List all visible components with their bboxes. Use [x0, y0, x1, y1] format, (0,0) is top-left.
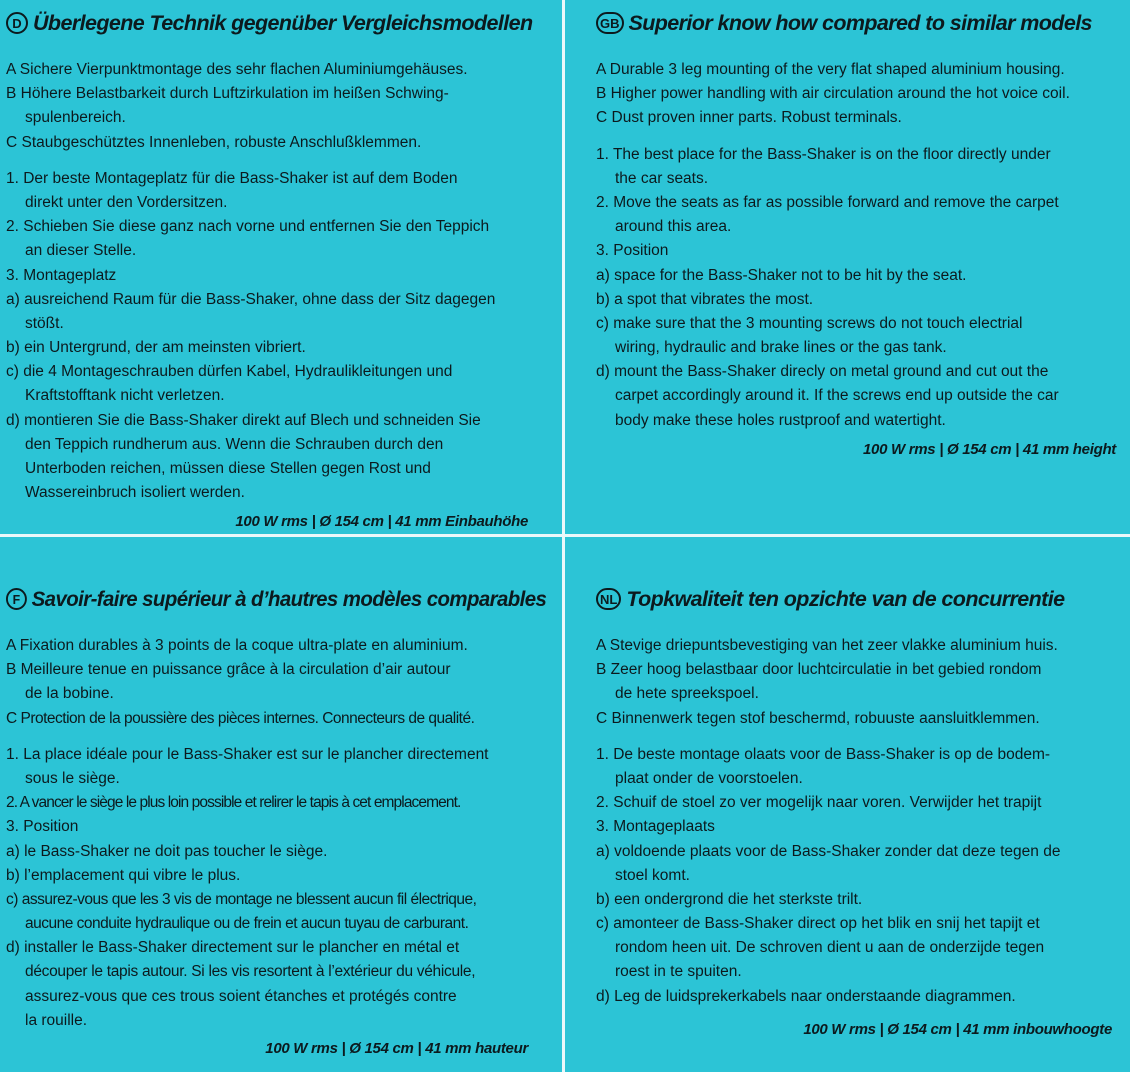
- feature-line: B Higher power handling with air circulation around the hot voice coil.: [596, 85, 1070, 103]
- instruction-line: 3. Montageplaats: [596, 818, 715, 836]
- feature-list: [596, 634, 1126, 1009]
- instruction-line: a) voldoende plaats voor de Bass-Shaker zonder dat deze tegen de: [596, 842, 1061, 860]
- instruction-line: c) die 4 Montageschrauben dürfen Kabel, Hydraulikleitungen und: [6, 363, 453, 381]
- section-english: [596, 8, 1126, 458]
- instruction-line: a) space for the Bass-Shaker not to be hit by the seat.: [596, 266, 967, 284]
- feature-line: A Stevige driepuntsbevestiging van het zeer vlakke aluminium huis.: [596, 637, 1058, 654]
- instruction-line: 1. Der beste Montageplatz für die Bass-Shaker ist auf dem Boden: [6, 169, 458, 187]
- instruction-line: d) installer le Bass-Shaker directement sur le plancher en métal et: [6, 939, 460, 957]
- instruction-line: 1. The best place for the Bass-Shaker is on the floor directly under: [596, 145, 1051, 163]
- feature-line: de la bobine.: [25, 685, 114, 703]
- instruction-line: 3. Montageplatz: [6, 266, 117, 284]
- feature-line: spulenbereich.: [25, 109, 126, 127]
- feature-line: A Fixation durables à 3 points de la coque ultra-plate en aluminium.: [6, 637, 468, 654]
- instruction-line: 2. A vancer le siège le plus loin possible et relirer le tapis à cet emplacement.: [6, 794, 461, 812]
- instruction-line: roest in te spuiten.: [615, 963, 742, 981]
- instruction-line: wiring, hydraulic and brake lines or the gas tank.: [615, 339, 947, 357]
- instruction-line: 2. Schieben Sie diese ganz nach vorne und entfernen Sie den Teppich: [6, 218, 490, 236]
- instruction-line: a) ausreichend Raum für die Bass-Shaker, ohne dass der Sitz dagegen: [6, 290, 496, 308]
- feature-line: C Binnenwerk tegen stof beschermd, robuuste aansluitklemmen.: [596, 709, 1040, 727]
- instruction-line: stößt.: [25, 314, 64, 332]
- spec-line: 100 W rms | Ø 154 cm | 41 mm Einbauhöhe: [235, 513, 528, 531]
- country-badge-nl: NL: [596, 588, 621, 610]
- instruction-line: 1. De beste montage olaats voor de Bass-Shaker is op de bodem-: [596, 745, 1051, 763]
- feature-list: [6, 58, 546, 505]
- instruction-line: den Teppich rundherum aus. Wenn die Schrauben durch den: [25, 435, 444, 453]
- country-badge-f: F: [6, 588, 27, 610]
- section-title: Superior know how compared to similar models: [628, 10, 1092, 35]
- section-heading: [6, 8, 546, 38]
- feature-line: B Zeer hoog belastbaar door luchtcirculatie in bet gebied rondom: [596, 661, 1042, 679]
- instruction-line: b) een ondergrond die het sterkste trilt.: [596, 890, 863, 908]
- instruction-line: direkt unter den Vordersitzen.: [25, 193, 228, 211]
- instruction-line: Wassereinbruch isoliert werden.: [25, 484, 245, 502]
- instruction-line: stoel komt.: [615, 866, 690, 884]
- section-title: Topkwaliteit ten opzichte van de concurrentie: [626, 586, 1065, 611]
- instruction-line: 2. Schuif de stoel zo ver mogelijk naar voren. Verwijder het trapijt: [596, 794, 1042, 812]
- horizontal-divider: [0, 534, 1130, 537]
- spec-line: 100 W rms | Ø 154 cm | 41 mm inbouwhoogte: [803, 1020, 1112, 1038]
- section-heading: [6, 584, 547, 614]
- instruction-line: around this area.: [615, 218, 732, 236]
- instruction-line: an dieser Stelle.: [25, 242, 137, 260]
- instruction-line: c) make sure that the 3 mounting screws do not touch electrial: [596, 314, 1023, 332]
- feature-line: A Sichere Vierpunktmontage des sehr flachen Aluminiumgehäuses.: [6, 61, 468, 78]
- instruction-line: c) assurez-vous que les 3 vis de montage ne blessent aucun fil électrique,: [6, 890, 477, 908]
- instruction-line: b) ein Untergrund, der am meinsten vibriert.: [6, 339, 306, 357]
- feature-line: C Dust proven inner parts. Robust terminals.: [596, 109, 902, 127]
- instruction-line: 1. La place idéale pour le Bass-Shaker est sur le plancher directement: [6, 745, 489, 763]
- instruction-line: 3. Position: [596, 242, 669, 260]
- section-french: [6, 584, 546, 1057]
- feature-line: B Meilleure tenue en puissance grâce à la circulation d’air autour: [6, 661, 451, 679]
- instruction-line: b) a spot that vibrates the most.: [596, 290, 814, 308]
- instruction-line: body make these holes rustproof and watertight.: [615, 411, 946, 429]
- section-title: Savoir-faire supérieur à d’hautres modèles comparables: [31, 586, 547, 611]
- instruction-line: plaat onder de voorstoelen.: [615, 769, 803, 787]
- section-dutch: [596, 584, 1126, 1038]
- instruction-line: b) l’emplacement qui vibre le plus.: [6, 866, 241, 884]
- instruction-line: sous le siège.: [25, 769, 120, 787]
- instruction-line: 3. Position: [6, 818, 79, 836]
- instruction-line: découper le tapis autour. Si les vis resortent à l’extérieur du véhicule,: [25, 963, 476, 981]
- country-badge-gb: GB: [596, 12, 624, 34]
- feature-line: A Durable 3 leg mounting of the very flat shaped aluminium housing.: [596, 61, 1065, 78]
- instruction-line: assurez-vous que ces trous soient étanches et protégés contre: [25, 987, 457, 1005]
- instruction-line: rondom heen uit. De schroven dient u aan de onderzijde tegen: [615, 939, 1045, 957]
- instruction-line: aucune conduite hydraulique ou de frein et aucun tuyau de carburant.: [25, 915, 469, 933]
- section-heading: [596, 584, 1126, 614]
- spec-line: 100 W rms | Ø 154 cm | 41 mm hauteur: [265, 1040, 528, 1057]
- instruction-line: the car seats.: [615, 169, 709, 187]
- instruction-line: 2. Move the seats as far as possible forward and remove the carpet: [596, 193, 1059, 211]
- feature-list: [596, 58, 1126, 433]
- instruction-line: c) amonteer de Bass-Shaker direct op het blik en snij het tapijt et: [596, 915, 1040, 933]
- feature-line: B Höhere Belastbarkeit durch Luftzirkulation im heißen Schwing-: [6, 85, 449, 103]
- section-title: Überlegene Technik gegenüber Vergleichsmodellen: [33, 10, 533, 35]
- instruction-line: Kraftstofftank nicht verletzen.: [25, 387, 225, 405]
- country-badge-d: D: [6, 12, 28, 34]
- instruction-line: la rouille.: [25, 1011, 88, 1029]
- instruction-line: carpet accordingly around it. If the screws end up outside the car: [615, 387, 1059, 405]
- instruction-line: Unterboden reichen, müssen diese Stellen gegen Rost und: [25, 460, 431, 477]
- instruction-line: d) mount the Bass-Shaker direcly on metal ground and cut out the: [596, 363, 1049, 381]
- feature-list: [6, 634, 546, 1033]
- instruction-line: d) montieren Sie die Bass-Shaker direkt auf Blech und schneiden Sie: [6, 411, 481, 429]
- feature-line: C Protection de la poussière des pièces internes. Connecteurs de qualité.: [6, 709, 475, 727]
- instruction-line: d) Leg de luidsprekerkabels naar onderstaande diagrammen.: [596, 987, 1016, 1005]
- instruction-line: a) le Bass-Shaker ne doit pas toucher le siège.: [6, 842, 328, 860]
- section-german: [6, 8, 546, 530]
- section-heading: [596, 8, 1126, 38]
- feature-line: de hete spreekspoel.: [615, 685, 759, 703]
- feature-line: C Staubgeschütztes Innenleben, robuste Anschlußklemmen.: [6, 133, 422, 151]
- spec-line: 100 W rms | Ø 154 cm | 41 mm height: [863, 440, 1116, 458]
